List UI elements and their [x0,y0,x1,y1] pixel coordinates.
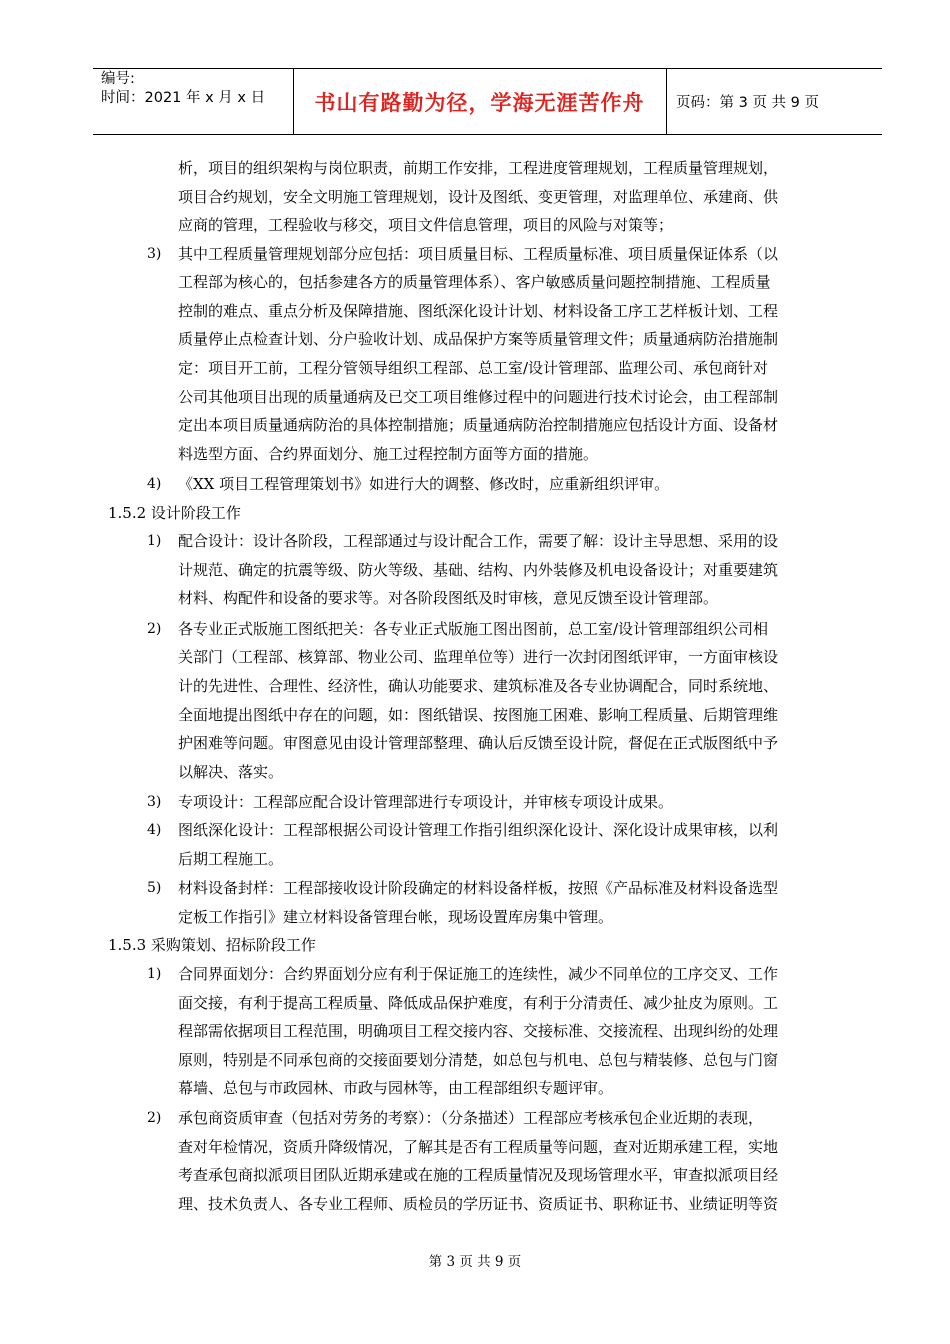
paragraph-line: 全面地提出图纸中存在的问题，如：图纸错误、按图施工困难、影响工程质量、后期管理维 [178,706,779,724]
paragraph-line: 质量停止点检查计划、分户验收计划、成品保护方案等质量管理文件；质量通病防治措施制 [178,330,779,348]
list-number: 2) [147,1110,162,1126]
list-number: 1) [147,966,162,982]
paragraph-line: 控制的难点、重点分析及保障措施、图纸深化设计计划、材料设备工序工艺样板计划、工程 [178,302,779,320]
paragraph-line: 定板工作指引》建立材料设备管理台帐，现场设置库房集中管理。 [178,908,614,926]
paragraph-line: 计的先进性、合理性、经济性，确认功能要求、建筑标准及各专业协调配合，同时系统地、 [178,677,779,695]
header-motto: 书山有路勤为径，学海无涯苦作舟 [314,90,645,115]
paragraph-line: 料选型方面、合约界面划分、施工过程控制方面等方面的措施。 [178,445,599,463]
paragraph-line: 幕墙、总包与市政园林、市政与园林等，由工程部组织专题评审。 [178,1079,614,1097]
paragraph-line: 应商的管理，工程验收与移交，项目文件信息管理，项目的风险与对策等； [178,216,674,234]
paragraph-line: 以解决、落实。 [178,763,284,781]
page-header [93,68,882,135]
document-time: 时间：2021 年 x 月 x 日 [101,90,266,106]
paragraph-line: 析，项目的组织架构与岗位职责，前期工作安排，工程进度管理规划，工程质量管理规划， [178,159,779,177]
header-divider [666,68,667,135]
paragraph-line: 原则，特别是不同承包商的交接面要划分清楚，如总包与机电、总包与精装修、总包与门窗 [178,1051,779,1069]
paragraph-line: 后期工程施工。 [178,850,284,868]
list-number: 3) [147,246,162,262]
paragraph-line: 护困难等问题。审图意见由设计管理部整理、确认后反馈至设计院，督促在正式版图纸中予 [178,734,779,752]
paragraph-line: 各专业正式版施工图纸把关：各专业正式版施工图出图前，总工室/设计管理部组织公司相 [178,620,769,638]
paragraph-line: 考查承包商拟派项目团队近期承建或在施的工程质量情况及现场管理水平，审查拟派项目经 [178,1166,779,1184]
paragraph-line: 配合设计：设计各阶段，工程部通过与设计配合工作，需要了解：设计主导思想、采用的设 [178,532,779,550]
section-heading: 1.5.2 设计阶段工作 [108,504,241,522]
paragraph-line: 承包商资质审查（包括对劳务的考察）：（分条描述）工程部应考核承包企业近期的表现， [178,1109,764,1127]
paragraph-line: 定：项目开工前，工程分管领导组织工程部、总工室/设计管理部、监理公司、承包商针对 [178,359,769,377]
paragraph-line: 关部门（工程部、核算部、物业公司、监理单位等）进行一次封闭图纸评审，一方面审核设 [178,648,779,666]
paragraph-line: 查对年检情况，资质升降级情况，了解其是否有工程质量等问题，查对近期承建工程，实地 [178,1138,779,1156]
list-number: 5) [147,880,162,896]
paragraph-line: 面交接，有利于提高工程质量、降低成品保护难度，有利于分清责任、减少扯皮为原则。工 [178,994,779,1012]
paragraph-line: 材料、构配件和设备的要求等。对各阶段图纸及时审核，意见反馈至设计管理部。 [178,589,719,607]
paragraph-line: 程部需依据项目工程范围，明确项目工程交接内容、交接标准、交接流程、出现纠纷的处理 [178,1022,779,1040]
section-heading: 1.5.3 采购策划、招标阶段工作 [108,936,316,954]
paragraph-line: 工程部为核心的，包括参建各方的质量管理体系）、客户敏感质量问题控制措施、工程质量 [178,273,771,291]
paragraph-line: 图纸深化设计：工程部根据公司设计管理工作指引组织深化设计、深化设计成果审核，以利 [178,821,779,839]
paragraph-line: 其中工程质量管理规划部分应包括：项目质量目标、工程质量标准、项目质量保证体系（以 [178,245,779,263]
paragraph-line: 专项设计：工程部应配合设计管理部进行专项设计，并审核专项设计成果。 [178,793,674,811]
list-number: 2) [147,621,162,637]
list-number: 4) [147,476,162,492]
list-number: 3) [147,794,162,810]
header-meta [101,70,291,108]
list-number: 1) [147,533,162,549]
paragraph-line: 《XX 项目工程管理策划书》如进行大的调整、修改时，应重新组织评审。 [178,475,670,493]
list-number: 4) [147,822,162,838]
paragraph-line: 定出本项目质量通病防治的具体控制措施；质量通病防治控制措施应包括设计方面、设备材 [178,416,779,434]
document-code-label: 编号: [101,71,135,87]
page-footer: 第 3 页 共 9 页 [428,1254,522,1270]
paragraph-line: 理、技术负责人、各专业工程师、质检员的学历证书、资质证书、职称证书、业绩证明等资 [178,1195,779,1213]
header-page-info: 页码：第 3 页 共 9 页 [676,95,819,111]
paragraph-line: 材料设备封样：工程部接收设计阶段确定的材料设备样板，按照《产品标准及材料设备选型 [178,879,779,897]
paragraph-line: 公司其他项目出现的质量通病及已交工项目维修过程中的问题进行技术讨论会，由工程部制 [178,388,779,406]
paragraph-line: 合同界面划分：合约界面划分应有利于保证施工的连续性，减少不同单位的工序交叉、工作 [178,965,779,983]
paragraph-line: 项目合约规划，安全文明施工管理规划，设计及图纸、变更管理，对监理单位、承建商、供 [178,188,779,206]
paragraph-line: 计规范、确定的抗震等级、防火等级、基础、结构、内外装修及机电设备设计；对重要建筑 [178,561,779,579]
